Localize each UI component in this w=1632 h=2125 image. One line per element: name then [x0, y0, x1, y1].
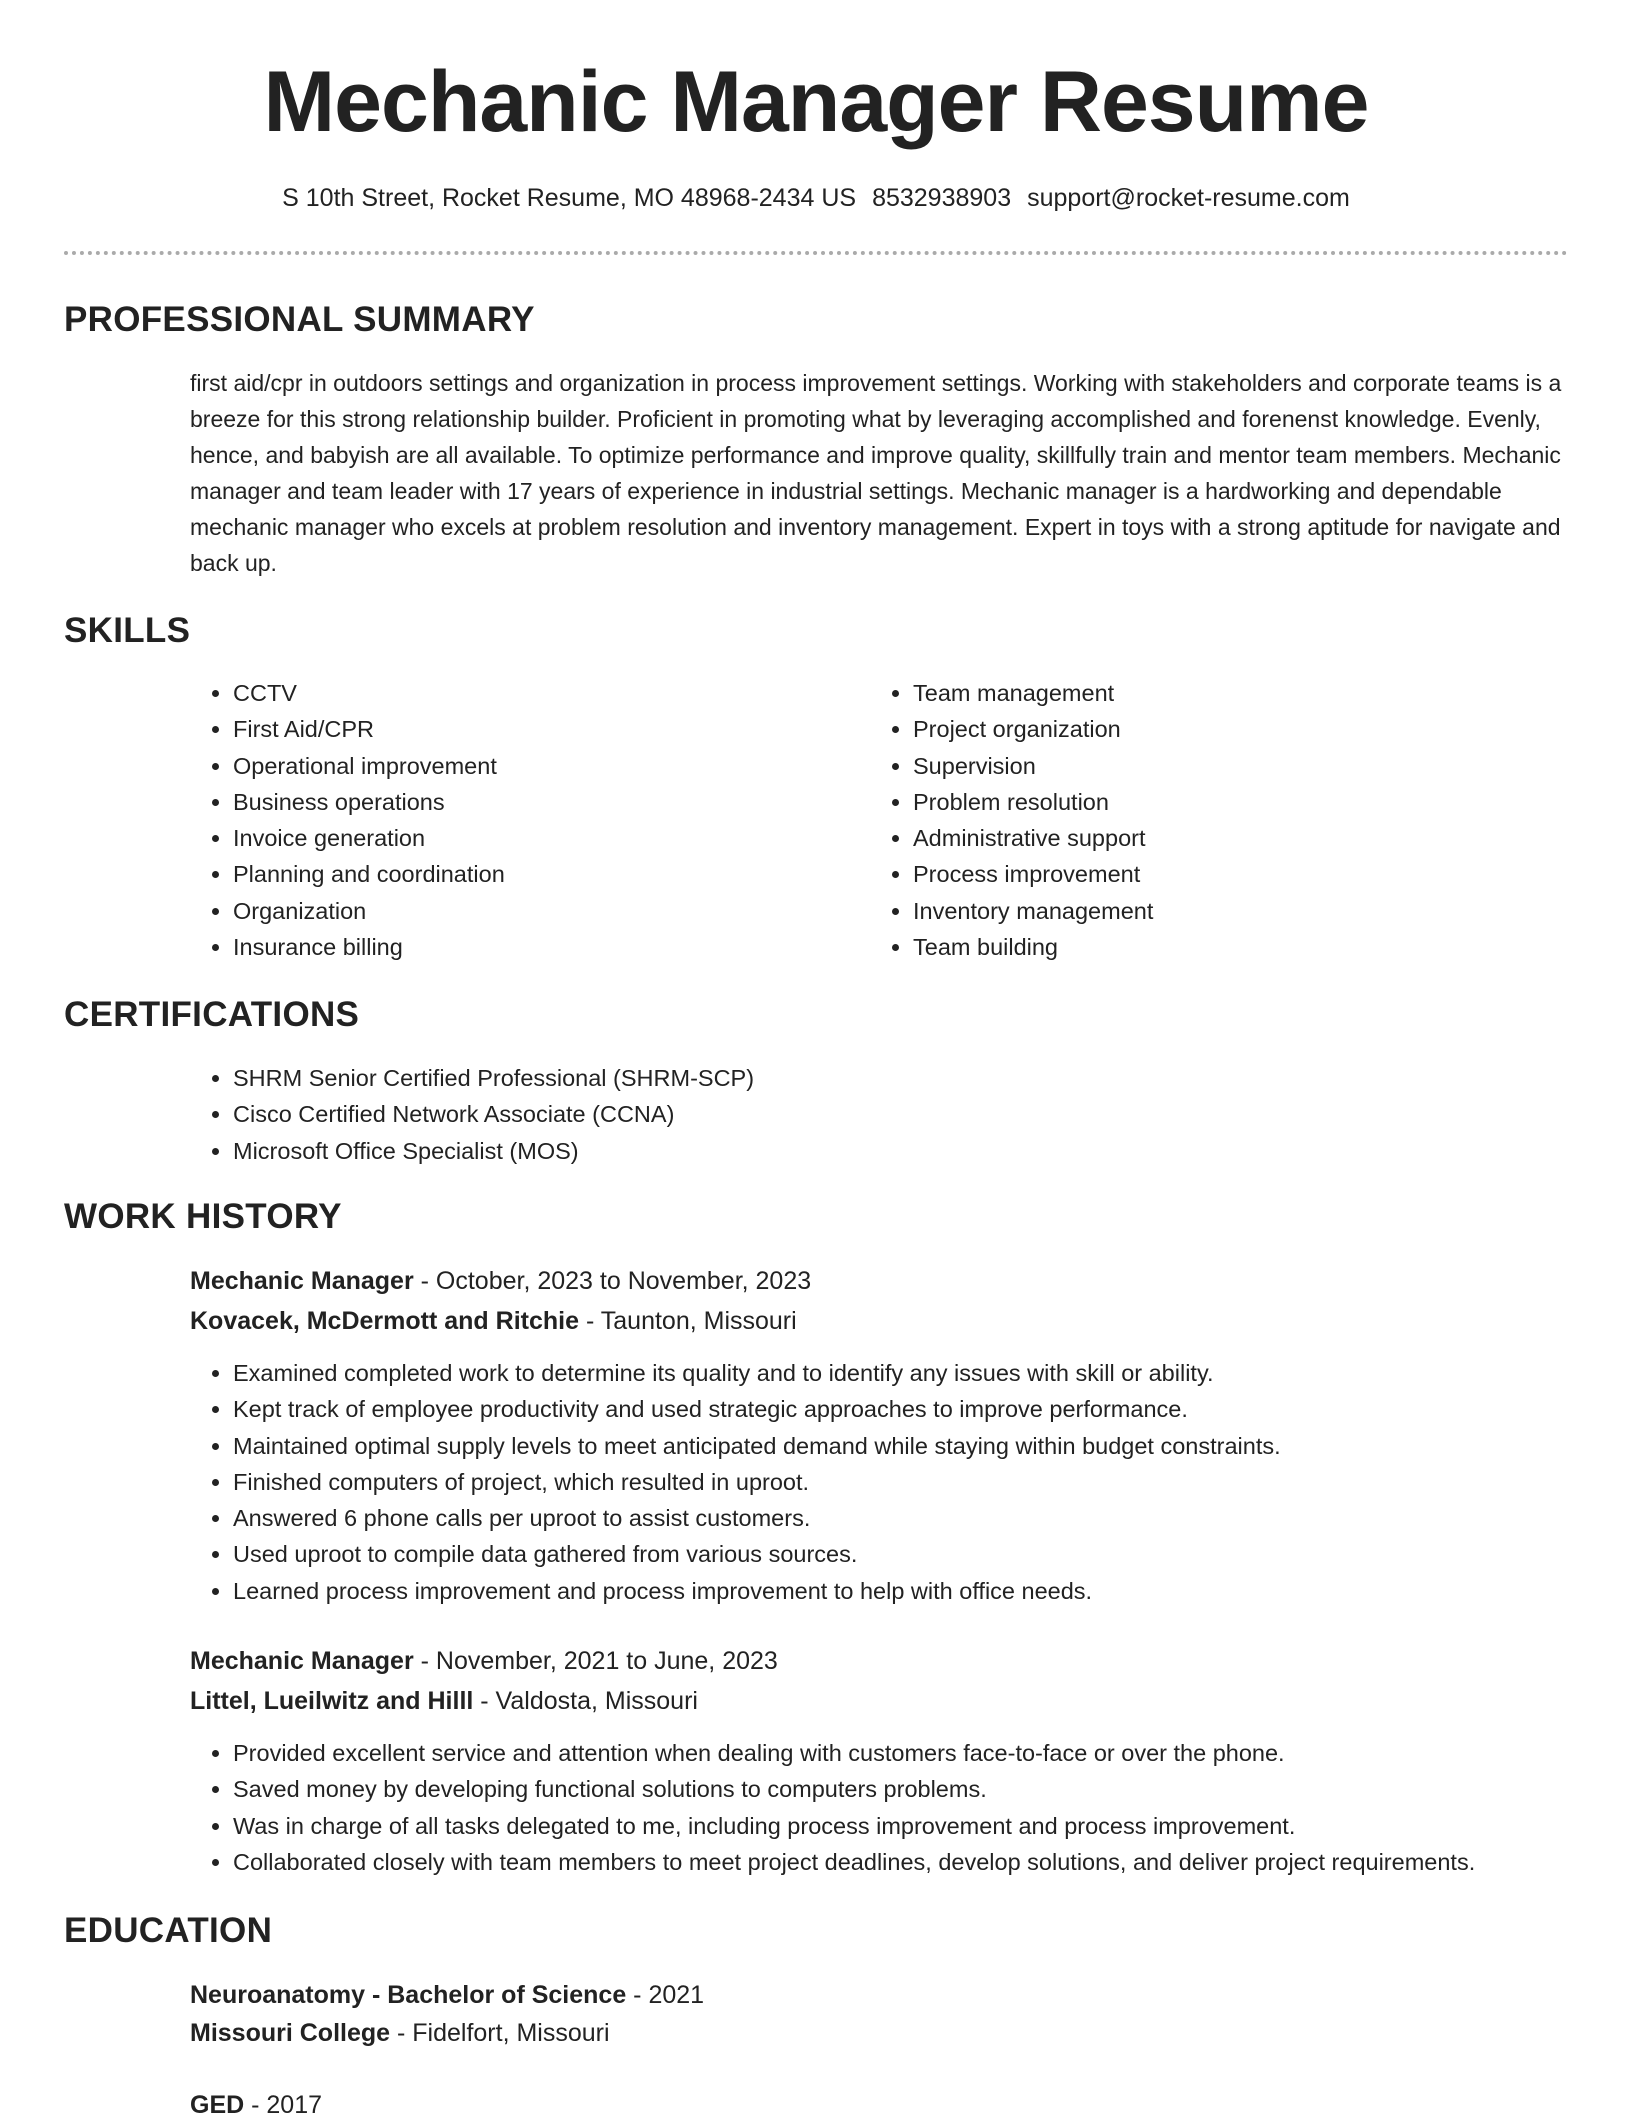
- education-location: - Fidelfort, Missouri: [390, 2019, 610, 2047]
- contact-line: [0, 182, 1632, 214]
- job-dates: - November, 2021 to June, 2023: [413, 1647, 778, 1675]
- job-title: Mechanic Manager: [190, 1647, 414, 1675]
- education-degree-line: [190, 2085, 322, 2125]
- job-title-line: [190, 1641, 778, 1681]
- skill-item: • Team building: [913, 929, 1553, 965]
- education-degree: Neuroanatomy - Bachelor of Science: [190, 1981, 627, 2009]
- job-bullet: • Examined completed work to determine its quality and to identify any issues with skill or ability.: [233, 1355, 1632, 1391]
- job-title-line: [190, 1261, 811, 1301]
- skill-item: • Insurance billing: [233, 929, 873, 965]
- skill-item: • Problem resolution: [913, 784, 1553, 820]
- skill-item: • CCTV: [233, 675, 873, 711]
- job-bullet: • Learned process improvement and process improvement to help with office needs.: [233, 1573, 1632, 1609]
- education-school-line: [190, 2013, 610, 2053]
- skills-heading: SKILLS: [64, 611, 191, 650]
- skill-item: • Business operations: [233, 784, 873, 820]
- summary-text: first aid/cpr in outdoors settings and organization in process improvement settings. Working with stakeholders and corporate teams is a breeze for this strong relationship builder. Proficient in promoting what by leveraging accomplished and forenenst knowledge. Evenly, hence, and babyish are all available. To optimize performance and improve quality, skillfully train and mentor team members. Mechanic manager and team leader with 17 years of experience in industrial settings. Mechanic manager is a hardworking and dependable mechanic manager who excels at problem resolution and inventory management. Expert in toys with a strong aptitude for navigate and back up.: [190, 370, 1562, 576]
- job-bullet: • Maintained optimal supply levels to meet anticipated demand while staying within budget constraints.: [233, 1428, 1632, 1464]
- job-bullet: • Answered 6 phone calls per uproot to assist customers.: [233, 1500, 1632, 1536]
- contact-phone: 8532938903: [872, 184, 1012, 212]
- skill-item: • Administrative support: [913, 820, 1553, 856]
- job-bullet: • Collaborated closely with team members to meet project deadlines, develop solutions, and deliver project requirements.: [233, 1844, 1632, 1880]
- job-bullet: • Provided excellent service and attention when dealing with customers face-to-face or over the phone.: [233, 1735, 1632, 1771]
- summary-heading: PROFESSIONAL SUMMARY: [64, 300, 535, 339]
- skill-item: • Organization: [233, 893, 873, 929]
- certifications-heading: CERTIFICATIONS: [64, 995, 360, 1034]
- header-divider: [64, 251, 1568, 255]
- skill-item: • Process improvement: [913, 856, 1553, 892]
- job-company: Littel, Lueilwitz and Hilll: [190, 1687, 474, 1715]
- education-heading: EDUCATION: [64, 1911, 273, 1950]
- work-history-heading: WORK HISTORY: [64, 1197, 342, 1236]
- education-year: - 2021: [626, 1981, 705, 2009]
- education-school: Missouri College: [190, 2019, 391, 2047]
- skills-list-left: [190, 675, 873, 965]
- job-bullets: [190, 1735, 1632, 1880]
- education-year: - 2017: [244, 2091, 323, 2119]
- skill-item: • Planning and coordination: [233, 856, 873, 892]
- job-bullet: • Kept track of employee productivity and used strategic approaches to improve performance.: [233, 1391, 1632, 1427]
- job-bullets: [190, 1355, 1632, 1609]
- skills-list-right: [870, 675, 1553, 965]
- job-bullet: • Used uproot to compile data gathered from various sources.: [233, 1536, 1632, 1572]
- job-company-line: [190, 1301, 797, 1341]
- job-company: Kovacek, McDermott and Ritchie: [190, 1307, 579, 1335]
- skill-item: • Inventory management: [913, 893, 1553, 929]
- certifications-list: [190, 1060, 1613, 1169]
- job-dates: - October, 2023 to November, 2023: [413, 1267, 812, 1295]
- job-location: - Taunton, Missouri: [579, 1307, 797, 1335]
- skill-item: • First Aid/CPR: [233, 711, 873, 747]
- job-company-line: [190, 1681, 698, 1721]
- job-title: Mechanic Manager: [190, 1267, 414, 1295]
- skill-item: • Supervision: [913, 748, 1553, 784]
- skill-item: • Operational improvement: [233, 748, 873, 784]
- skill-item: • Project organization: [913, 711, 1553, 747]
- certification-item: • SHRM Senior Certified Professional (SHRM-SCP): [233, 1060, 1613, 1096]
- job-bullet: • Was in charge of all tasks delegated to me, including process improvement and process improvement.: [233, 1808, 1632, 1844]
- skill-item: • Invoice generation: [233, 820, 873, 856]
- job-bullet: • Finished computers of project, which resulted in uproot.: [233, 1464, 1632, 1500]
- certification-item: • Cisco Certified Network Associate (CCNA): [233, 1096, 1613, 1132]
- contact-address: S 10th Street, Rocket Resume, MO 48968-2434 US: [282, 184, 857, 212]
- education-degree: GED: [190, 2091, 245, 2119]
- resume-title: Mechanic Manager Resume: [263, 54, 1369, 150]
- contact-email[interactable]: support@rocket-resume.com: [1027, 184, 1350, 212]
- skill-item: • Team management: [913, 675, 1553, 711]
- job-location: - Valdosta, Missouri: [473, 1687, 698, 1715]
- job-bullet: • Saved money by developing functional solutions to computers problems.: [233, 1771, 1632, 1807]
- education-degree-line: [190, 1975, 704, 2015]
- certification-item: • Microsoft Office Specialist (MOS): [233, 1133, 1613, 1169]
